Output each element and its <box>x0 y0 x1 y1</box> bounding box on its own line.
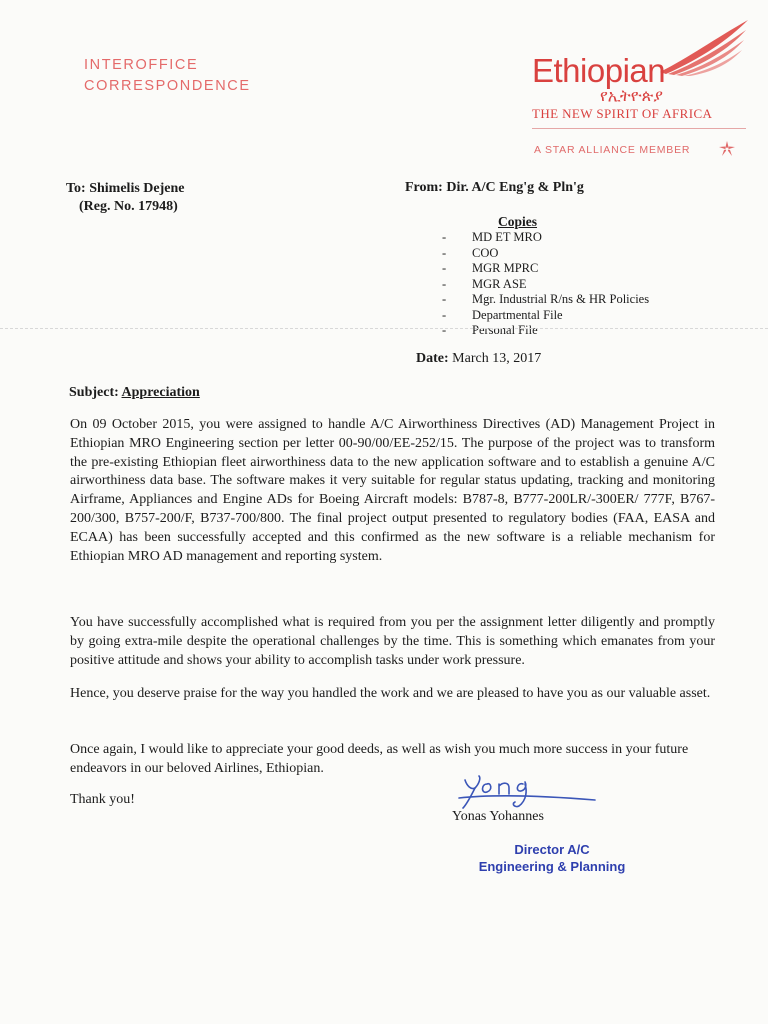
director-stamp <box>452 841 652 875</box>
sender-line: From: Dir. A/C Eng'g & Pln'g <box>405 180 584 195</box>
subject-line <box>69 385 200 401</box>
logo-divider <box>532 128 746 129</box>
recipient-reg-no: (Reg. No. 17948) <box>79 199 178 214</box>
copy-recipient: - MD ET MRO <box>442 230 542 244</box>
stamp-line-1: Director A/C <box>514 842 590 857</box>
paragraph-text: You have successfully accomplished what is required from you per the assignment letter diligently and promptly by going extra-mile despite the operational challenges by the time. This is something which emanates from your positive attitude and shows your ability to accomplish tasks under work pressure. <box>70 615 715 668</box>
stamp-line-2: Engineering & Planning <box>478 859 626 874</box>
copies-items <box>440 230 649 339</box>
copy-recipient: - Departmental File <box>442 307 563 322</box>
body-paragraph-1 <box>70 416 715 566</box>
logo-wordmark: Ethiopian <box>532 52 666 89</box>
logo-tagline: THE NEW SPIRIT OF AFRICA <box>532 106 713 121</box>
body-paragraph-3 <box>70 684 715 703</box>
letter-date <box>416 351 541 367</box>
body-paragraph-4 <box>70 740 715 778</box>
signer-name: Yonas Yohannes <box>452 809 544 824</box>
subject-value: Appreciation <box>121 385 200 400</box>
interoffice-heading <box>84 55 251 97</box>
copy-recipient: - MGR ASE <box>442 276 527 291</box>
heading-line-2: CORRESPONDENCE <box>84 78 251 94</box>
subject-label: Subject: <box>69 385 119 400</box>
body-paragraph-2 <box>70 613 715 670</box>
copy-recipient: - MGR MPRC <box>442 261 539 275</box>
date-label: Date: <box>416 351 449 366</box>
fold-line <box>0 328 768 329</box>
handwritten-signature <box>445 772 605 812</box>
paragraph-text: On 09 October 2015, you were assigned to handle A/C Airworthiness Directives (AD) Management Project in Ethiopian MRO Engineering section per letter 00-90/00/EE-252/15. The purpose of the project was to transform the pre-existing Ethiopian fleet airworthiness data to the new application software and to establish a genuine A/C airworthiness data base. The software makes it very suitable for regular status updating, tracking and monitoring Airframe, Appliances and Engine ADs for Boeing Aircraft models: B787-8, B777-200LR/-300ER/ 777F, B767-200/300, B757-200/F, B737-700/800. The final project output presented to regulatory bodies (FAA, EASA and ECAA) has been successfully accepted and this confirmed as the new software is a reliable mechanism for Ethiopian MRO AD management and reporting system. <box>70 417 715 564</box>
wing-logo-icon <box>658 18 750 76</box>
copy-recipient: - Personal File <box>442 323 538 337</box>
copy-recipient: - Mgr. Industrial R/ns & HR Policies <box>442 292 650 306</box>
star-alliance-icon <box>718 140 736 158</box>
logo-amharic-text: የኢትዮጵያ <box>600 86 663 105</box>
recipient-block <box>66 180 184 216</box>
copies-title: Copies <box>498 214 538 229</box>
heading-line-1: INTEROFFICE <box>84 57 199 73</box>
date-value: March 13, 2017 <box>452 351 542 366</box>
copy-recipient: - COO <box>442 245 499 260</box>
closing-text: Thank you! <box>70 792 135 807</box>
paragraph-text: Hence, you deserve praise for the way you handled the work and we are pleased to have you as our valuable asset. <box>70 686 711 701</box>
ethiopian-logo <box>520 18 750 168</box>
paragraph-text: Once again, I would like to appreciate your good deeds, as well as wish you much more success in your future endeavors in our beloved Airlines, Ethiopian. <box>70 742 689 776</box>
recipient-name: To: Shimelis Dejene <box>66 181 185 196</box>
star-alliance-text: A STAR ALLIANCE MEMBER <box>534 144 691 156</box>
